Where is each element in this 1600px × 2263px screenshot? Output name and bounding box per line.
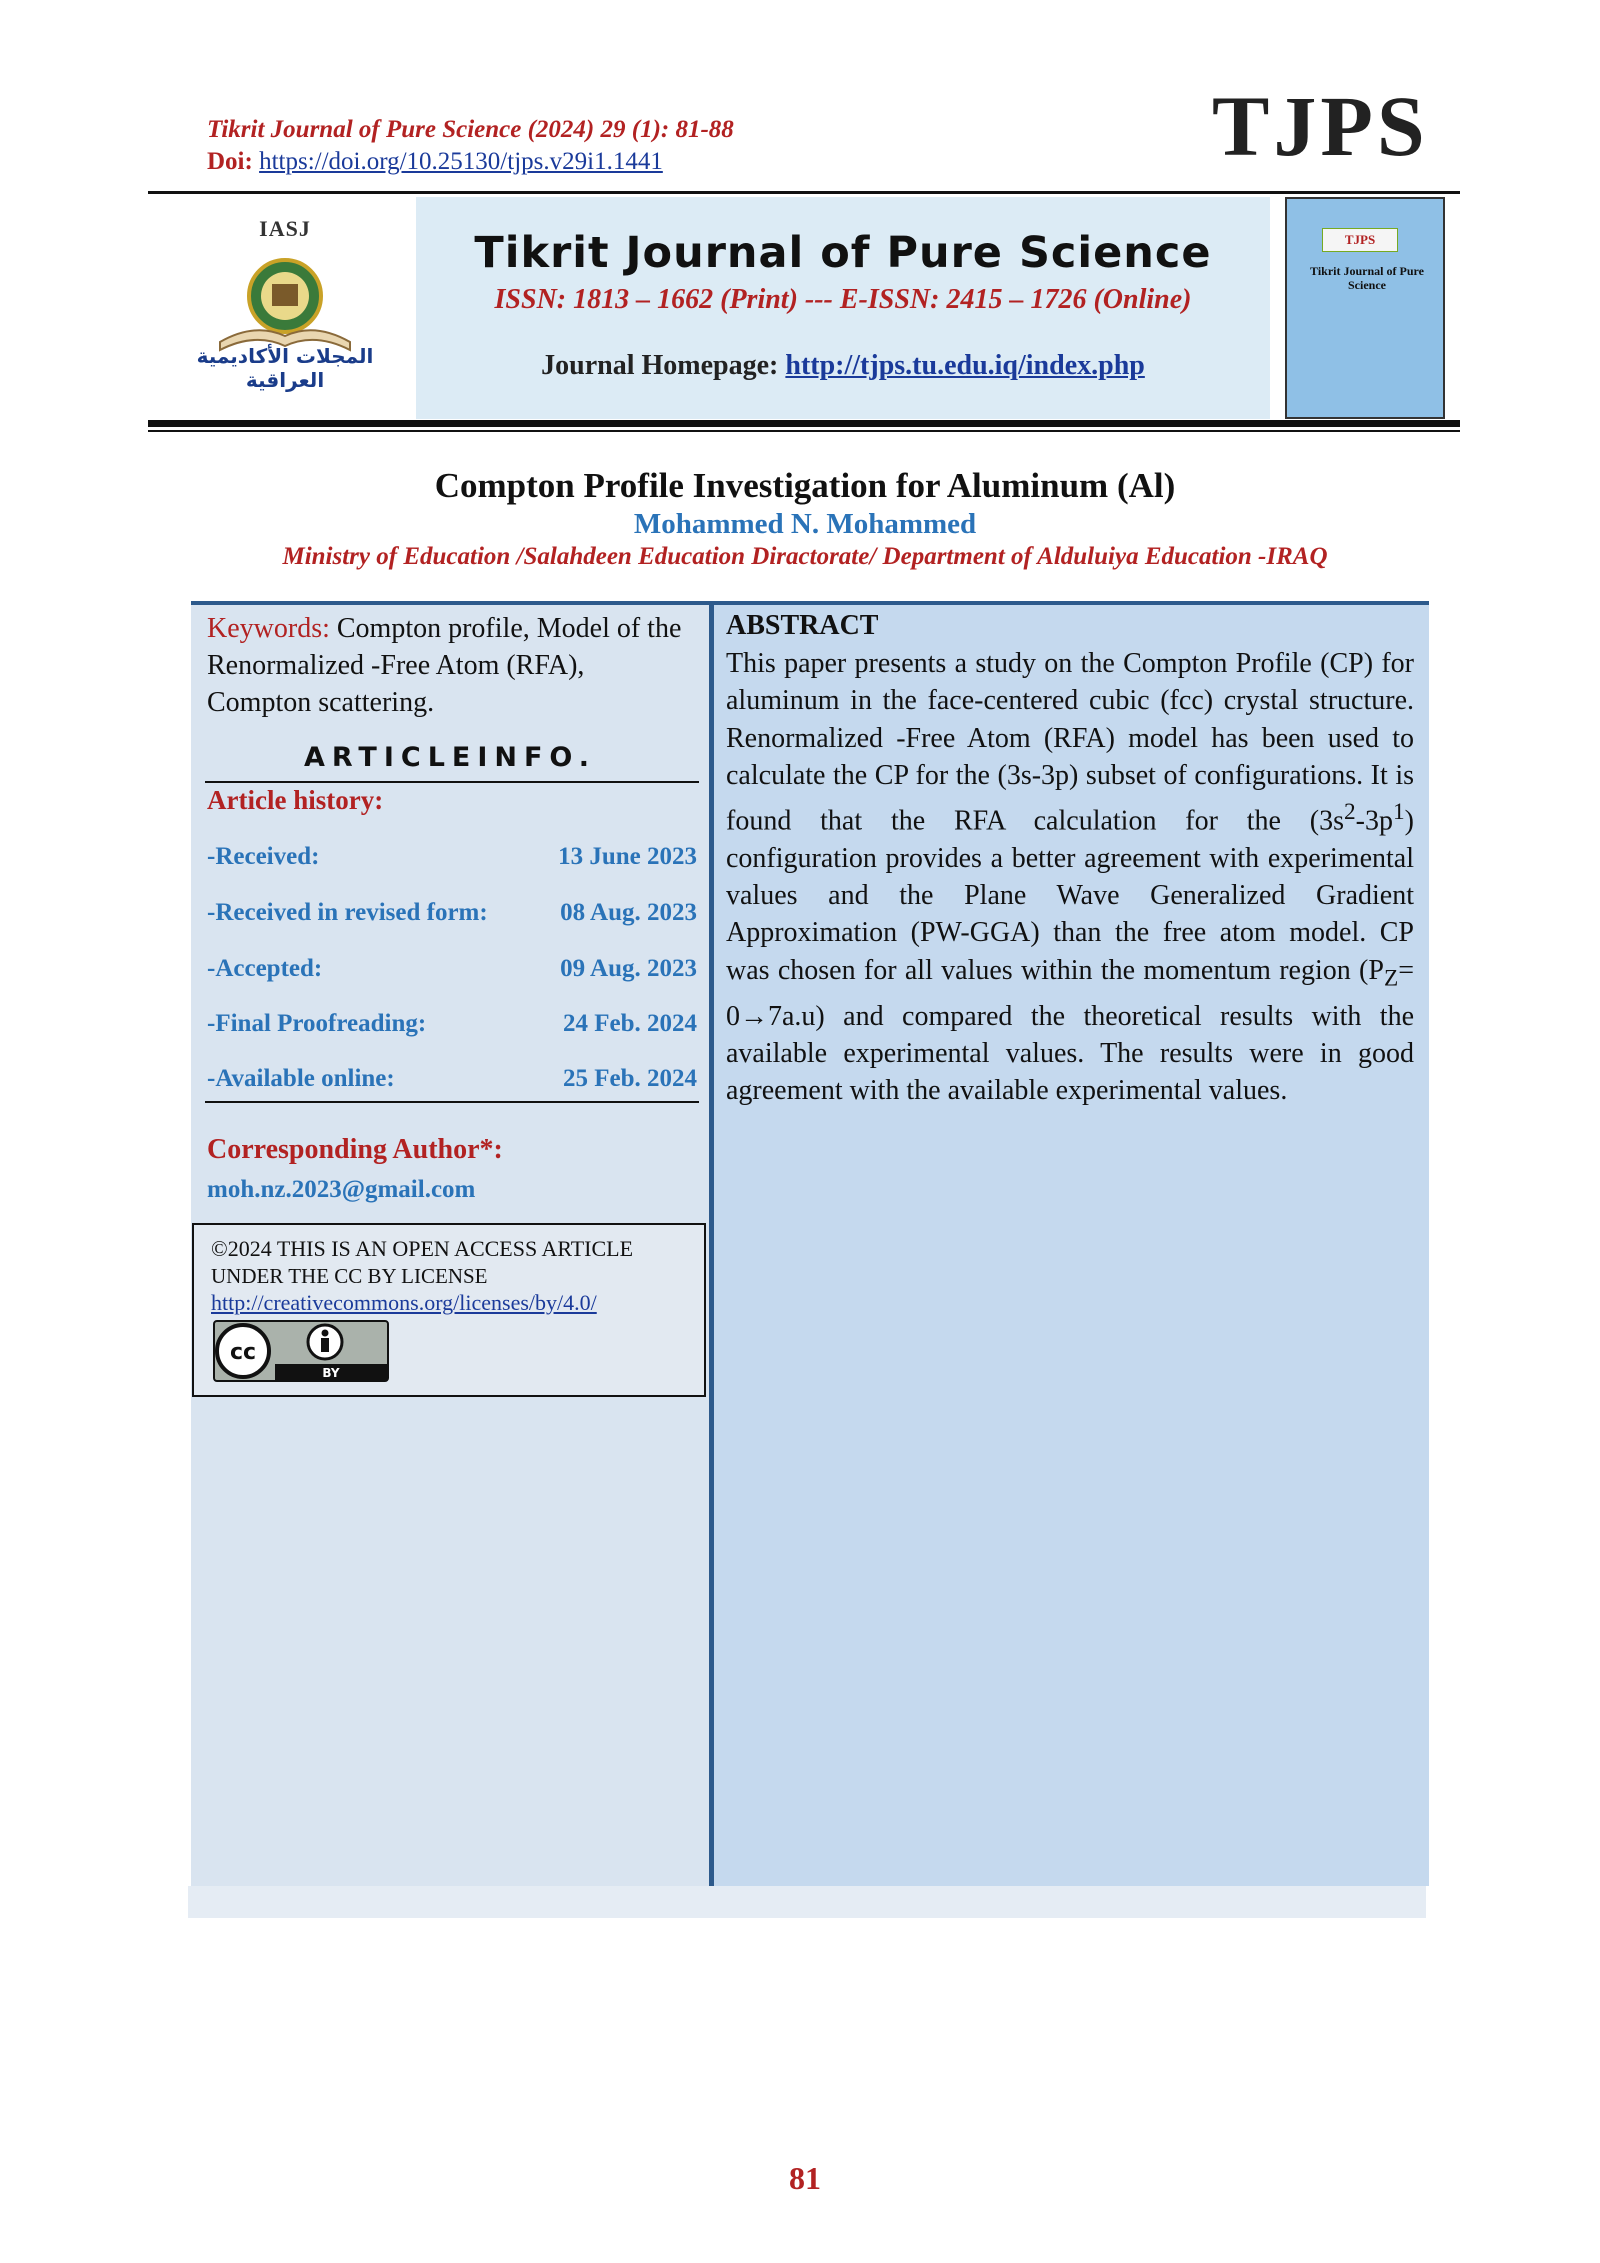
history-row-label: -Accepted:: [207, 955, 323, 982]
abstract-heading: ABSTRACT: [726, 610, 879, 641]
corresponding-author-email[interactable]: moh.nz.2023@gmail.com: [207, 1176, 476, 1203]
panel-bottom-strip: [188, 1886, 1426, 1918]
banner-rule-thick: [148, 420, 1460, 427]
corresponding-author-label: Corresponding Author*:: [207, 1134, 503, 1165]
page-number: 81: [789, 2160, 821, 2196]
license-line-2: UNDER THE CC BY LICENSE: [211, 1264, 488, 1288]
history-row-date: 08 Aug. 2023: [560, 899, 697, 926]
paper-author: Mohammed N. Mohammed: [633, 508, 977, 540]
article-history-label: Article history:: [207, 785, 384, 815]
history-rule: [205, 1101, 699, 1103]
history-row-date: 09 Aug. 2023: [560, 955, 697, 982]
article-info-heading: ARTICLEINFO.: [303, 742, 597, 773]
journal-brand-mark: TJPS: [1212, 78, 1429, 174]
cc-by-badge-icon[interactable]: [213, 1320, 389, 1382]
abstract-body: This paper presents a study on the Compton Profile (CP) for aluminum in the face-centered cubic (fcc) crystal structure. Renormalized -Free Atom (RFA) model has been used to calculate the CP for the (3s-3p) subset of configurations. It is found that the RFA calculation for the $(3s^2-3p^1)$ configuration provides a better agreement with experimental values and the Plane Wave Generalized Gradient Approximation (PW-GGA) than the free atom model. CP was chosen for all values within the momentum region $(P_Z= 0\to 7a.u)$ and compared the theoretical results with the available experimental values. The results were in good agreement with the available experimental values.: [726, 648, 1414, 1107]
cover-tag: TJPS: [1322, 228, 1398, 252]
journal-homepage: [416, 350, 1270, 382]
journal-title: Tikrit Journal of Pure Science: [474, 228, 1212, 278]
iasj-arabic-label: المجلات الأكاديمية العراقية: [196, 344, 374, 392]
cover-title: Tikrit Journal of Pure Science: [1310, 264, 1424, 292]
homepage-label: Journal Homepage:: [541, 350, 779, 381]
license-text-1: THIS IS AN OPEN ACCESS ARTICLE: [276, 1236, 634, 1261]
banner-rule-thin: [148, 430, 1460, 432]
history-row-date: 25 Feb. 2024: [562, 1065, 697, 1092]
history-row-revised: [207, 899, 697, 927]
history-row-label: -Final Proofreading:: [207, 1010, 427, 1037]
history-row-online: [207, 1065, 697, 1093]
history-row-label: -Received:: [207, 843, 320, 870]
history-row-label: -Available online:: [207, 1065, 395, 1092]
history-row-date: 24 Feb. 2024: [562, 1010, 697, 1037]
paper-affiliation: Ministry of Education /Salahdeen Education Diractorate/ Department of Alduluiya Education -IRAQ: [282, 543, 1328, 570]
by-badge-text: BY: [322, 1366, 340, 1380]
doi-label: Doi:: [207, 148, 253, 175]
article-info-rule: [205, 781, 699, 783]
keywords-text: Compton profile, Model of the Renormalized -Free Atom (RFA), Compton scattering.: [207, 613, 682, 718]
history-row-date: 13 June 2023: [558, 843, 697, 870]
license-line-1: [211, 1236, 633, 1262]
history-row-proofreading: [207, 1010, 697, 1038]
header-rule: [148, 191, 1460, 194]
doi-line: [207, 148, 663, 176]
panel-top-border: [191, 601, 1429, 605]
history-row-label: -Received in revised form:: [207, 899, 488, 926]
homepage-link[interactable]: http://tjps.tu.edu.iq/index.php: [785, 350, 1145, 381]
history-row-accepted: [207, 955, 697, 983]
journal-citation: Tikrit Journal of Pure Science (2024) 29 (1): 81-88: [207, 116, 734, 143]
license-link[interactable]: http://creativecommons.org/licenses/by/4.0/: [211, 1290, 597, 1315]
paper-title: Compton Profile Investigation for Aluminum (Al): [434, 466, 1176, 505]
cc-badge-text: cc: [229, 1340, 257, 1365]
doi-link[interactable]: https://doi.org/10.25130/tjps.v29i1.1441: [259, 148, 663, 175]
iasj-label: IASJ: [259, 216, 311, 241]
keywords-label: Keywords:: [207, 613, 330, 644]
license-year: ©2024: [211, 1236, 272, 1261]
history-row-received: [207, 843, 697, 871]
journal-issn: ISSN: 1813 – 1662 (Print) --- E-ISSN: 2415 – 1726 (Online): [494, 284, 1192, 315]
keywords: [207, 610, 692, 721]
column-divider: [709, 601, 714, 1886]
